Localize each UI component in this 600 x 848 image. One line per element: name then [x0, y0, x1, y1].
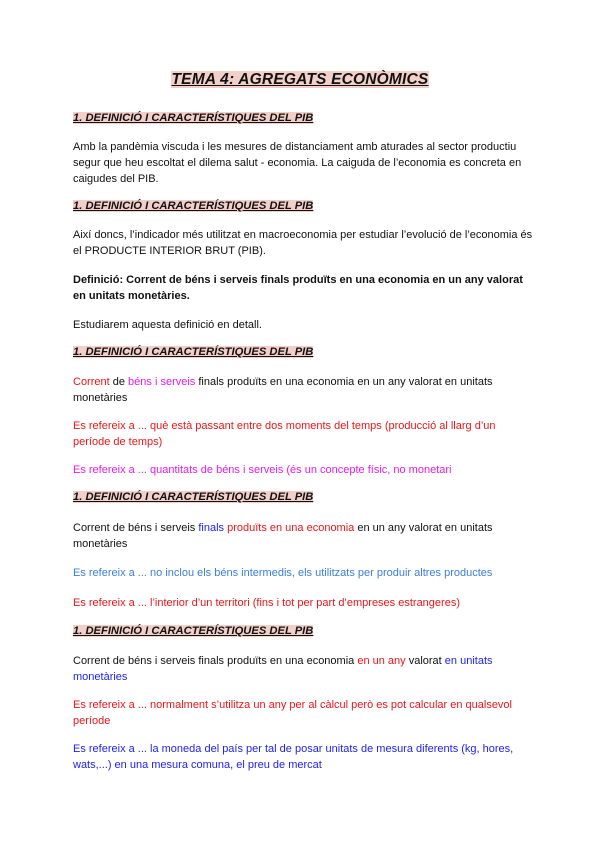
section-heading: 1. DEFINICIÓ I CARACTERÍSTIQUES DEL PIB [73, 346, 314, 358]
section-heading: 1. DEFINICIÓ I CARACTERÍSTIQUES DEL PIB [73, 112, 314, 124]
note-finals: Es refereix a ... no inclou els béns intermedis, els utilitzats per produir altres productes [73, 567, 493, 579]
paragraph-definition: Definició: Corrent de béns i serveis finals produïts en una economia en un any valorat en unitats monetàries. [73, 274, 523, 302]
paragraph-definition-corrent: Corrent de béns i serveis finals produïts en una economia en un any valorat en unitats monetàries [73, 376, 493, 404]
term-produits-economia: produïts en una economia [224, 522, 355, 534]
term-finals: finals [198, 522, 225, 534]
paragraph-intro-pib: Així doncs, l’indicador més utilitzat en macroeconomia per estudiar l’evolució de l’economia és el PRODUCTE INTERIOR BRUT (PIB). [73, 229, 533, 257]
paragraph-definition-finals: Corrent de béns i serveis finals produïts en una economia en un any valorat en unitats monetàries [73, 522, 493, 550]
paragraph-study: Estudiarem aquesta definició en detall. [73, 319, 262, 331]
note-interior: Es refereix a ... l’interior d’un territori (fins i tot per part d’empreses estrangeres) [73, 597, 460, 609]
term-unitats-monetaries: en unitats monetàries [73, 655, 493, 683]
paragraph-intro-pandemic: Amb la pandèmia viscuda i les mesures de distanciament amb aturades al sector productiu segur que heu escoltat el dilema salut - economia. La caiguda de l’economia es concreta en caigudes del PIB. [73, 141, 522, 185]
note-any: Es refereix a ... normalment s’utilitza un any per al càlcul però es pot calcular en qualsevol període [73, 699, 512, 727]
paragraph-definition-any: Corrent de béns i serveis finals produïts en una economia en un any valorat en unitats monetàries [73, 655, 493, 683]
term-en-un-any: en un any [357, 655, 406, 667]
note-bens-serveis: Es refereix a ... quantitats de béns i serveis (és un concepte físic, no monetari [73, 464, 452, 476]
term-bens-serveis: béns i serveis [128, 376, 196, 388]
document-title: TEMA 4: AGREGATS ECONÒMICS [171, 71, 429, 88]
section-heading: 1. DEFINICIÓ I CARACTERÍSTIQUES DEL PIB [73, 200, 314, 212]
note-corrent: Es refereix a ... què està passant entre dos moments del temps (producció al llarg d’un període de temps) [73, 420, 496, 448]
note-unitats: Es refereix a ... la moneda del país per tal de posar unitats de mesura diferents (kg, hores, wats,...) en una mesura comuna, el preu de mercat [73, 743, 514, 771]
section-heading: 1. DEFINICIÓ I CARACTERÍSTIQUES DEL PIB [73, 491, 314, 503]
section-heading: 1. DEFINICIÓ I CARACTERÍSTIQUES DEL PIB [73, 625, 314, 637]
term-corrent: Corrent [73, 376, 110, 388]
